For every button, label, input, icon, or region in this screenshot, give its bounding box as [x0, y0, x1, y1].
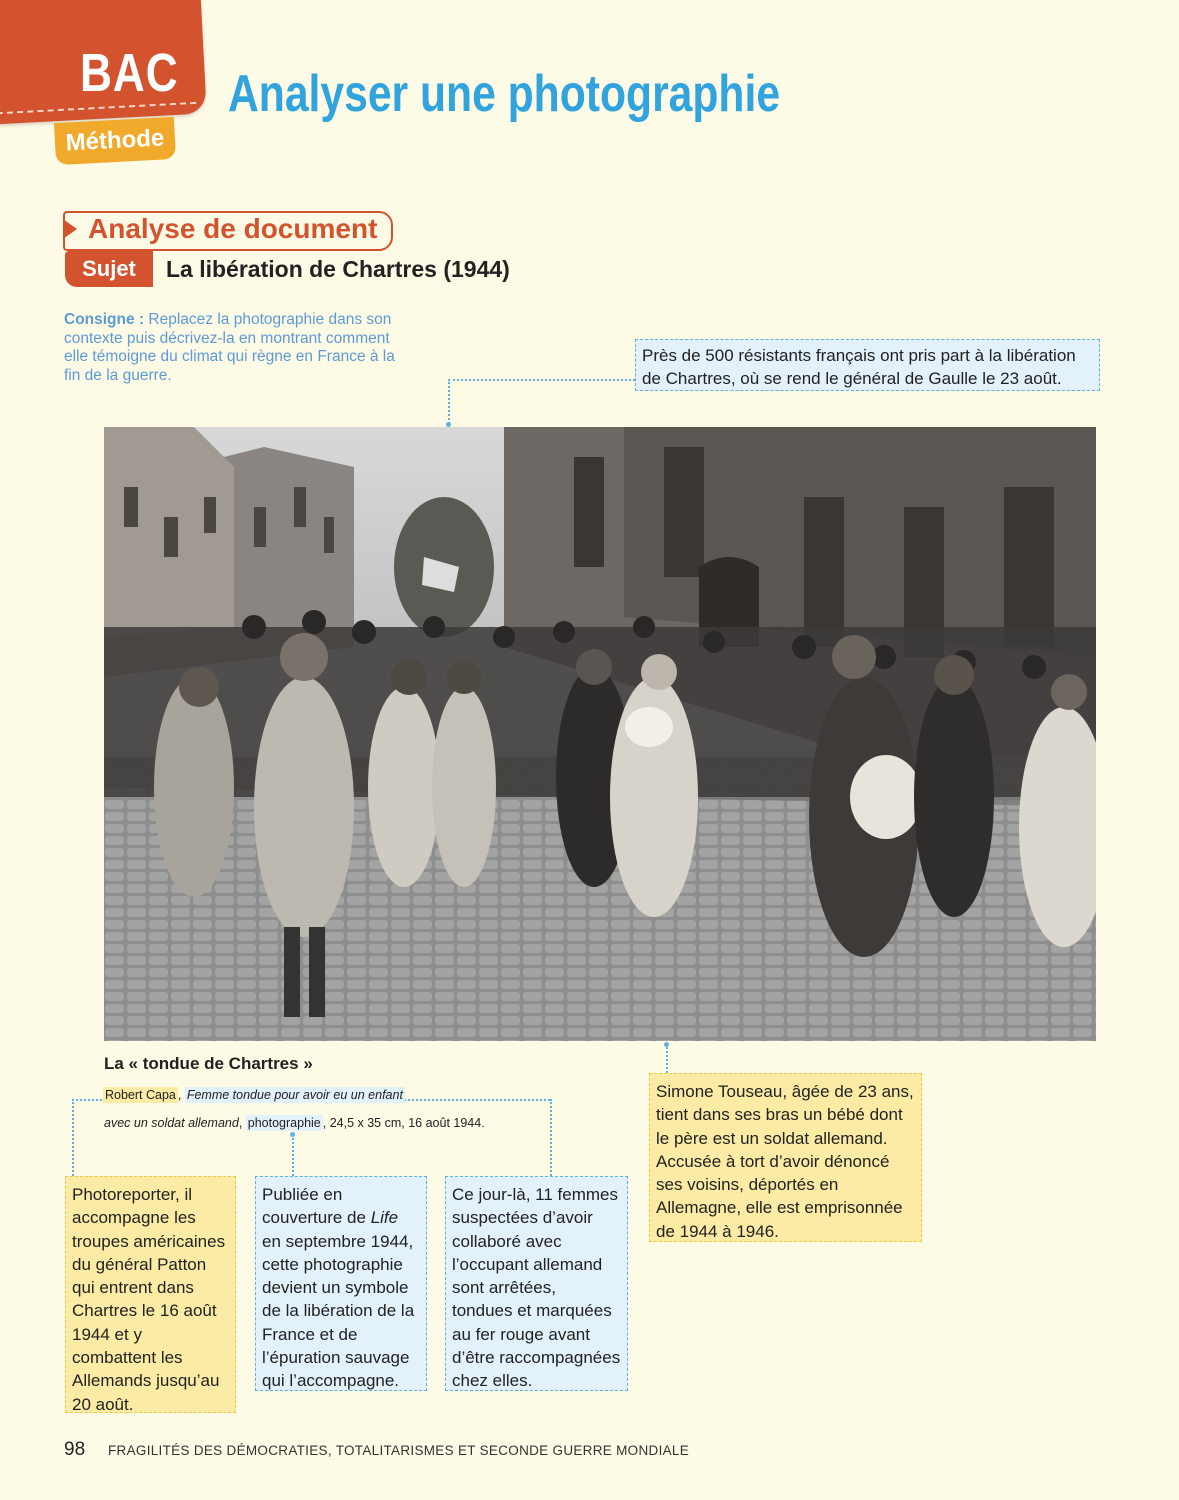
leader-line [72, 1099, 74, 1176]
photo-caption-line1 [103, 1088, 405, 1102]
leader-line [387, 1099, 550, 1101]
consigne-text: Replacez la photographie dans son contexte puis décrivez-la en montrant comment elle témoigne du climat qui règne en France à la fin de la guerre. [64, 311, 395, 384]
note-life-magazine: Life [370, 1208, 399, 1228]
photograph-illustration [104, 427, 1096, 1041]
section-title: Analyse de document [88, 213, 378, 244]
note-life [255, 1176, 427, 1391]
chapter-title: FRAGILITÉS DES DÉMOCRATIES, TOTALITARISMES ET SECONDE GUERRE MONDIALE [108, 1443, 690, 1458]
sujet-title: La libération de Chartres (1944) [166, 256, 510, 282]
bac-label: BAC [80, 43, 179, 103]
note-resistants: Près de 500 résistants français ont pris part à la libération de Chartres, où se rend le général de Gaulle le 23 août. [635, 339, 1100, 391]
leader-line [448, 379, 450, 424]
note-life-text-1: Publiée en couverture de [262, 1185, 371, 1228]
leader-dot [664, 1042, 669, 1047]
caption-details: , 24,5 x 35 cm, 16 août 1944. [322, 1116, 485, 1130]
sujet-badge: Sujet [65, 251, 153, 287]
leader-line [72, 1099, 102, 1101]
leader-line [448, 379, 635, 381]
note-tousseau: Simone Touseau, âgée de 23 ans, tient dans ses bras un bébé dont le père est un soldat allemand. Accusée à tort d’avoir dénoncé ses voisins, déportés en Allemagne, elle est emprisonnée de 1944 à 1946. [649, 1073, 922, 1242]
consigne-label: Consigne : [64, 311, 145, 328]
caption-work-title-cont: avec un soldat allemand [104, 1116, 239, 1130]
leader-line [666, 1044, 668, 1073]
photograph [104, 427, 1096, 1041]
page-number: 98 [64, 1439, 86, 1460]
caption-medium: photographie [247, 1116, 321, 1130]
leader-dot [290, 1132, 295, 1137]
note-capa: Photoreporter, il accompagne les troupes américaines du général Patton qui entrent dans Chartres le 16 août 1944 et y combattent les Allemands jusqu’au 20 août. [65, 1176, 236, 1413]
photo-caption-line2: avec un soldat allemand, photographie , 24,5 x 35 cm, 16 août 1944. [104, 1116, 485, 1130]
caption-author: Robert Capa [105, 1088, 176, 1102]
methode-tab: Méthode [54, 117, 176, 165]
photo-caption-title: La « tondue de Chartres » [104, 1054, 313, 1073]
leader-line [292, 1134, 294, 1176]
caption-work-title: Femme tondue pour avoir eu un enfant [186, 1088, 403, 1102]
section-arrow-icon [63, 219, 77, 239]
caption-separator: , [177, 1088, 185, 1102]
note-life-text-2: en septembre 1944, cette photographie devient un symbole de la libération de la France et de l’épuration sauvage qui l’accompagne. [262, 1231, 415, 1391]
leader-line [550, 1099, 552, 1176]
consigne [64, 311, 404, 385]
page-title: Analyser une photographie [228, 65, 781, 123]
note-jour: Ce jour-là, 11 femmes suspectées d’avoir collaboré avec l’occupant allemand sont arrêtées, tondues et marquées au fer rouge avant d’être raccompagnées chez elles. [445, 1176, 628, 1391]
